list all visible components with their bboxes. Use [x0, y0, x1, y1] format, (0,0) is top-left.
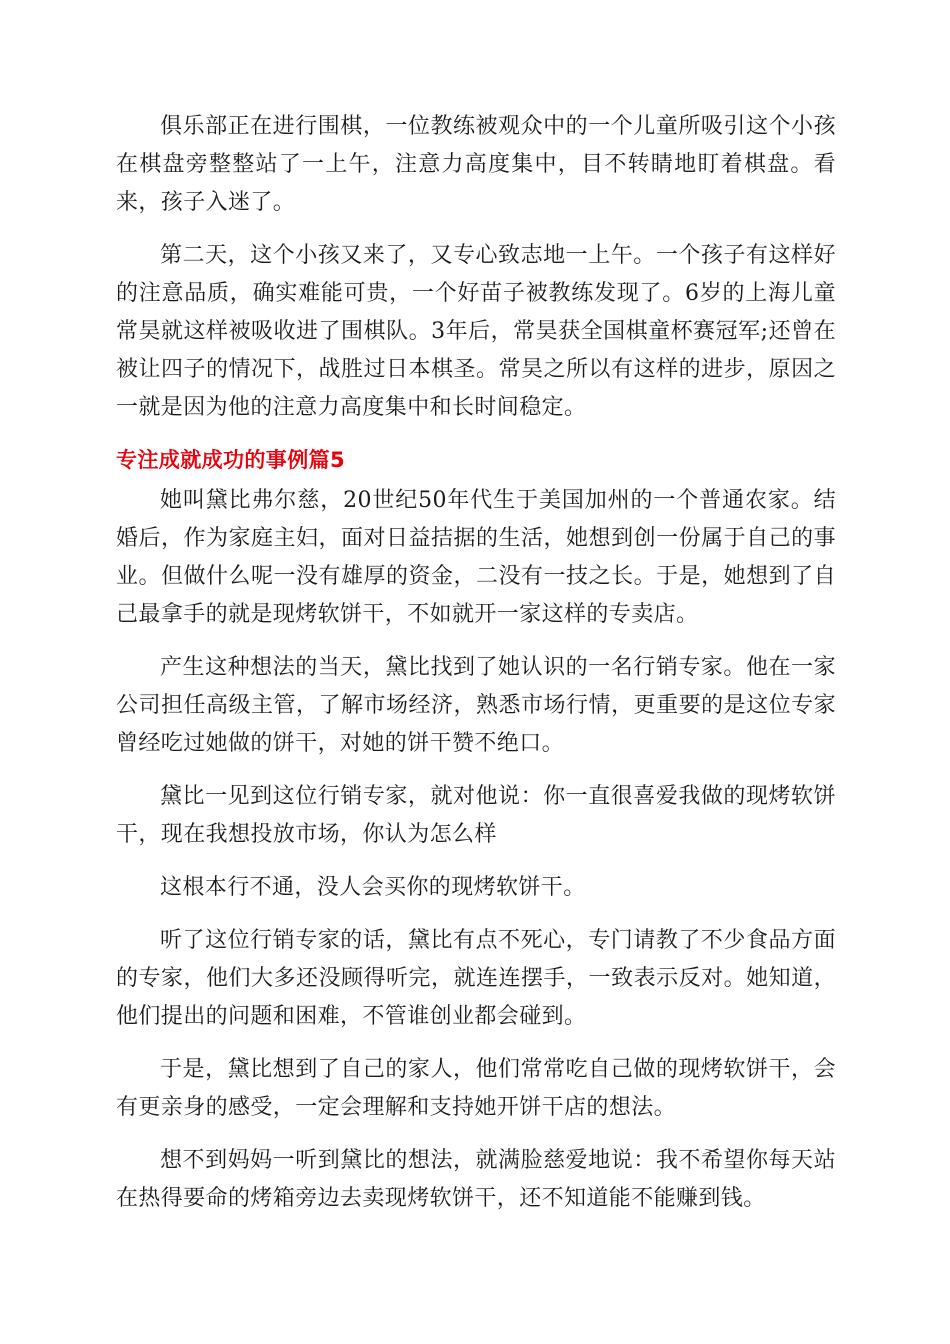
paragraph: 于是，黛比想到了自己的家人，他们常常吃自己做的现烤软饼干，会有更亲身的感受，一定会理解和支持她开饼干店的想法。 [116, 1057, 836, 1120]
paragraph: 想不到妈妈一听到黛比的想法，就满脸慈爱地说：我不希望你每天站在热得要命的烤箱旁边去卖现烤软饼干，还不知道能不能赚到钱。 [116, 1148, 836, 1211]
paragraph: 她叫黛比弗尔慈，20世纪50年代生于美国加州的一个普通农家。结婚后，作为家庭主妇，面对日益拮据的生活，她想到创一份属于自己的事业。但做什么呢一没有雄厚的资金，二没有一技之长。于是，她想到了自己最拿手的就是现烤软饼干，不如就开一家这样的专卖店。 [116, 488, 836, 627]
paragraph: 产生这种想法的当天，黛比找到了她认识的一名行销专家。他在一家公司担任高级主管，了解市场经济，熟悉市场行情，更重要的是这位专家曾经吃过她做的饼干，对她的饼干赞不绝口。 [116, 655, 836, 756]
paragraph: 俱乐部正在进行围棋，一位教练被观众中的一个儿童所吸引这个小孩在棋盘旁整整站了一上午，注意力高度集中，目不转睛地盯着棋盘。看来，孩子入迷了。 [116, 114, 836, 215]
paragraph: 第二天，这个小孩又来了，又专心致志地一上午。一个孩子有这样好的注意品质，确实难能可贵，一个好苗子被教练发现了。6岁的上海儿童常昊就这样被吸收进了围棋队。3年后，常昊获全国棋童杯赛冠军;还曾在被让四子的情况下，战胜过日本棋圣。常昊之所以有这样的进步，原因之一就是因为他的注意力高度集中和长时间稳定。 [116, 243, 836, 420]
paragraph: 听了这位行销专家的话，黛比有点不死心，专门请教了不少食品方面的专家，他们大多还没顾得听完，就连连摆手，一致表示反对。她知道，他们提出的问题和困难，不管谁创业都会碰到。 [116, 928, 836, 1029]
paragraph: 这根本行不通，没人会买你的现烤软饼干。 [160, 875, 586, 900]
paragraph: 黛比一见到这位行销专家，就对他说：你一直很喜爱我做的现烤软饼干，现在我想投放市场，你认为怎么样 [116, 784, 836, 847]
section-heading: 专注成就成功的事例篇5 [116, 448, 346, 472]
document-body [116, 108, 836, 1233]
